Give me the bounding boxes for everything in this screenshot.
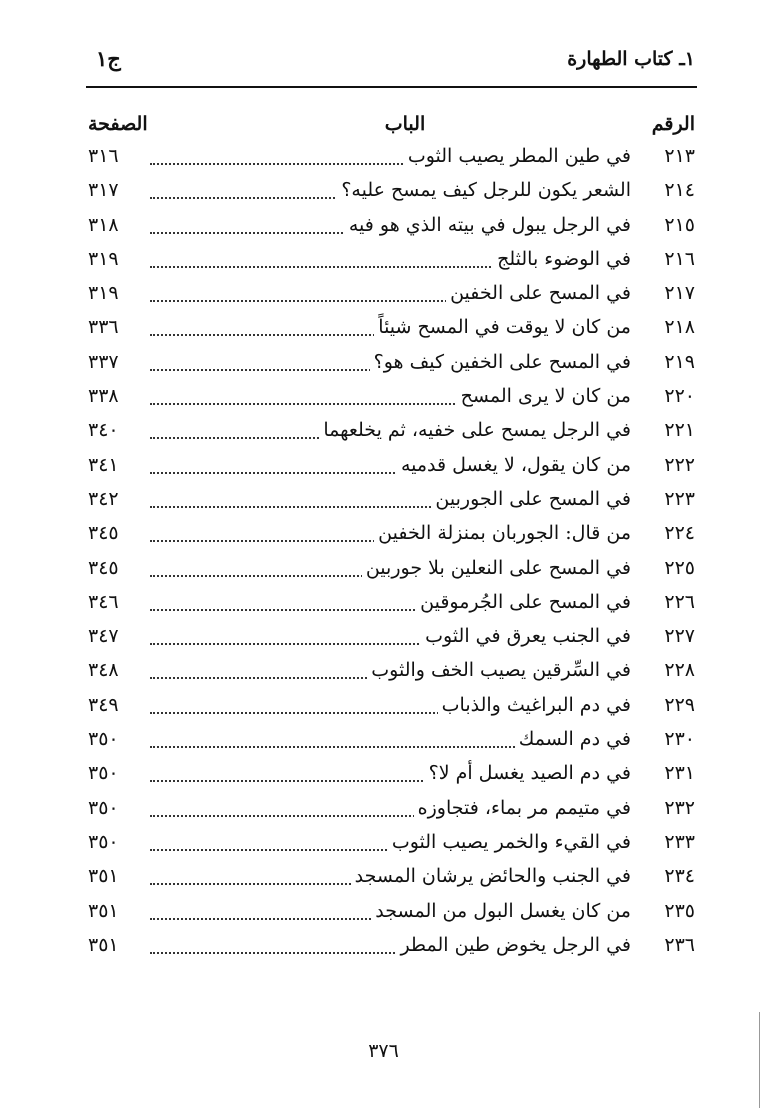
entry-number: ٢١٩	[664, 350, 695, 373]
margin-line	[759, 1012, 760, 1108]
index-row	[88, 791, 695, 825]
entry-title: في الرجل يبول في بيته الذي هو فيه	[345, 214, 631, 236]
index-row	[88, 894, 695, 928]
entry-title: في الرجل يخوض طين المطر	[396, 934, 631, 956]
entry-page: ٣١٩	[88, 247, 119, 270]
entry-page: ٣٥٠	[88, 830, 119, 853]
index-row	[88, 448, 695, 482]
entry-title: من كان يغسل البول من المسجد	[371, 900, 631, 922]
column-header-number: الرقم	[651, 113, 695, 135]
entry-title: من كان لا يرى المسح	[457, 385, 631, 407]
entry-title: في دم البراغيث والذباب	[438, 694, 631, 716]
index-row	[88, 859, 695, 893]
entry-title: في المسح على الجُرموقين	[416, 591, 631, 613]
entry-number: ٢٣٦	[664, 933, 695, 956]
index-row	[88, 928, 695, 962]
index-row	[88, 825, 695, 859]
column-header-chapter: الباب	[384, 113, 426, 135]
entry-number: ٢١٤	[664, 179, 695, 202]
entry-page: ٣٥١	[88, 865, 119, 888]
index-row	[88, 551, 695, 585]
entry-page: ٣٤٥	[88, 556, 119, 579]
column-header-page: الصفحة	[88, 113, 148, 135]
header-divider	[86, 86, 697, 88]
entry-title: من كان لا يوقت في المسح شيئاً	[374, 316, 631, 338]
index-row	[88, 310, 695, 344]
entry-number: ٢١٥	[664, 213, 695, 236]
index-row	[88, 653, 695, 687]
entry-page: ٣١٨	[88, 213, 119, 236]
entry-page: ٣٣٨	[88, 385, 119, 408]
index-row	[88, 379, 695, 413]
entry-number: ٢٢٨	[664, 659, 695, 682]
entry-title: في الوضوء بالثلج	[493, 248, 631, 270]
entry-title: في المسح على الخفين كيف هو؟	[370, 351, 631, 373]
entry-page: ٣٤٦	[88, 590, 119, 613]
running-header-volume: ج١	[96, 46, 121, 71]
entry-title: في السِّرقين يصيب الخف والثوب	[367, 659, 631, 681]
entry-number: ٢٢٢	[664, 453, 695, 476]
entry-number: ٢٣١	[664, 762, 695, 785]
entry-page: ٣٥١	[88, 933, 119, 956]
entry-page: ٣٤٨	[88, 659, 119, 682]
entry-number: ٢١٦	[664, 247, 695, 270]
entry-title: في المسح على النعلين بلا جوربين	[362, 557, 631, 579]
index-row	[88, 276, 695, 310]
index-row	[88, 688, 695, 722]
entry-title: في المسح على الجوربين	[431, 488, 631, 510]
entry-number: ٢٣٥	[664, 899, 695, 922]
entry-page: ٣٤٩	[88, 693, 119, 716]
entry-number: ٢٣٠	[664, 728, 695, 751]
entry-page: ٣١٩	[88, 282, 119, 305]
entry-page: ٣٤٢	[88, 487, 119, 510]
entry-number: ٢٢٦	[664, 590, 695, 613]
entry-number: ٢٢٥	[664, 556, 695, 579]
entry-number: ٢٣٢	[664, 796, 695, 819]
entry-number: ٢٣٤	[664, 865, 695, 888]
entry-page: ٣٥١	[88, 899, 119, 922]
entry-title: من كان يقول، لا يغسل قدميه	[397, 454, 631, 476]
entry-page: ٣٤٧	[88, 625, 119, 648]
entry-page: ٣٣٧	[88, 350, 119, 373]
entry-title: في الرجل يمسح على خفيه، ثم يخلعهما	[319, 419, 631, 441]
entry-number: ٢٣٣	[664, 830, 695, 853]
entry-title: من قال: الجوربان بمنزلة الخفين	[374, 522, 631, 544]
entry-title: في طين المطر يصيب الثوب	[404, 145, 631, 167]
entry-number: ٢١٧	[664, 282, 695, 305]
entry-number: ٢٢٩	[664, 693, 695, 716]
entry-page: ٣١٧	[88, 179, 119, 202]
index-row	[88, 516, 695, 550]
index-row	[88, 345, 695, 379]
entry-number: ٢١٨	[664, 316, 695, 339]
index-row	[88, 173, 695, 207]
entry-number: ٢٢٠	[664, 385, 695, 408]
index-row	[88, 756, 695, 790]
entry-title: في دم الصيد يغسل أم لا؟	[425, 762, 631, 784]
running-header-book-title: ١ـ كتاب الطهارة	[567, 48, 695, 70]
entry-title: في الجنب يعرق في الثوب	[421, 625, 631, 647]
entry-number: ٢٢٧	[664, 625, 695, 648]
entry-page: ٣٤١	[88, 453, 119, 476]
entry-number: ٢٢٣	[664, 487, 695, 510]
entry-title: في متيمم مر بماء، فتجاوزه	[414, 797, 631, 819]
index-table	[88, 139, 695, 962]
index-row	[88, 208, 695, 242]
entry-page: ٣٣٦	[88, 316, 119, 339]
entry-page: ٣١٦	[88, 145, 119, 167]
index-row	[88, 413, 695, 447]
index-row	[88, 482, 695, 516]
index-row	[88, 619, 695, 653]
entry-title: الشعر يكون للرجل كيف يمسح عليه؟	[337, 179, 631, 201]
entry-page: ٣٥٠	[88, 762, 119, 785]
entry-page: ٣٤٥	[88, 522, 119, 545]
entry-title: في دم السمك	[515, 728, 631, 750]
entry-number: ٢٢٤	[664, 522, 695, 545]
entry-title: في المسح على الخفين	[446, 282, 631, 304]
entry-page: ٣٥٠	[88, 728, 119, 751]
index-row	[88, 722, 695, 756]
entry-title: في القيء والخمر يصيب الثوب	[388, 831, 631, 853]
entry-page: ٣٥٠	[88, 796, 119, 819]
page-number: ٣٧٦	[368, 1040, 399, 1062]
entry-page: ٣٤٠	[88, 419, 119, 442]
index-row	[88, 585, 695, 619]
index-row	[88, 242, 695, 276]
entry-number: ٢٢١	[664, 419, 695, 442]
index-row	[88, 139, 695, 173]
entry-title: في الجنب والحائض يرشان المسجد	[351, 865, 631, 887]
entry-number: ٢١٣	[664, 145, 695, 167]
